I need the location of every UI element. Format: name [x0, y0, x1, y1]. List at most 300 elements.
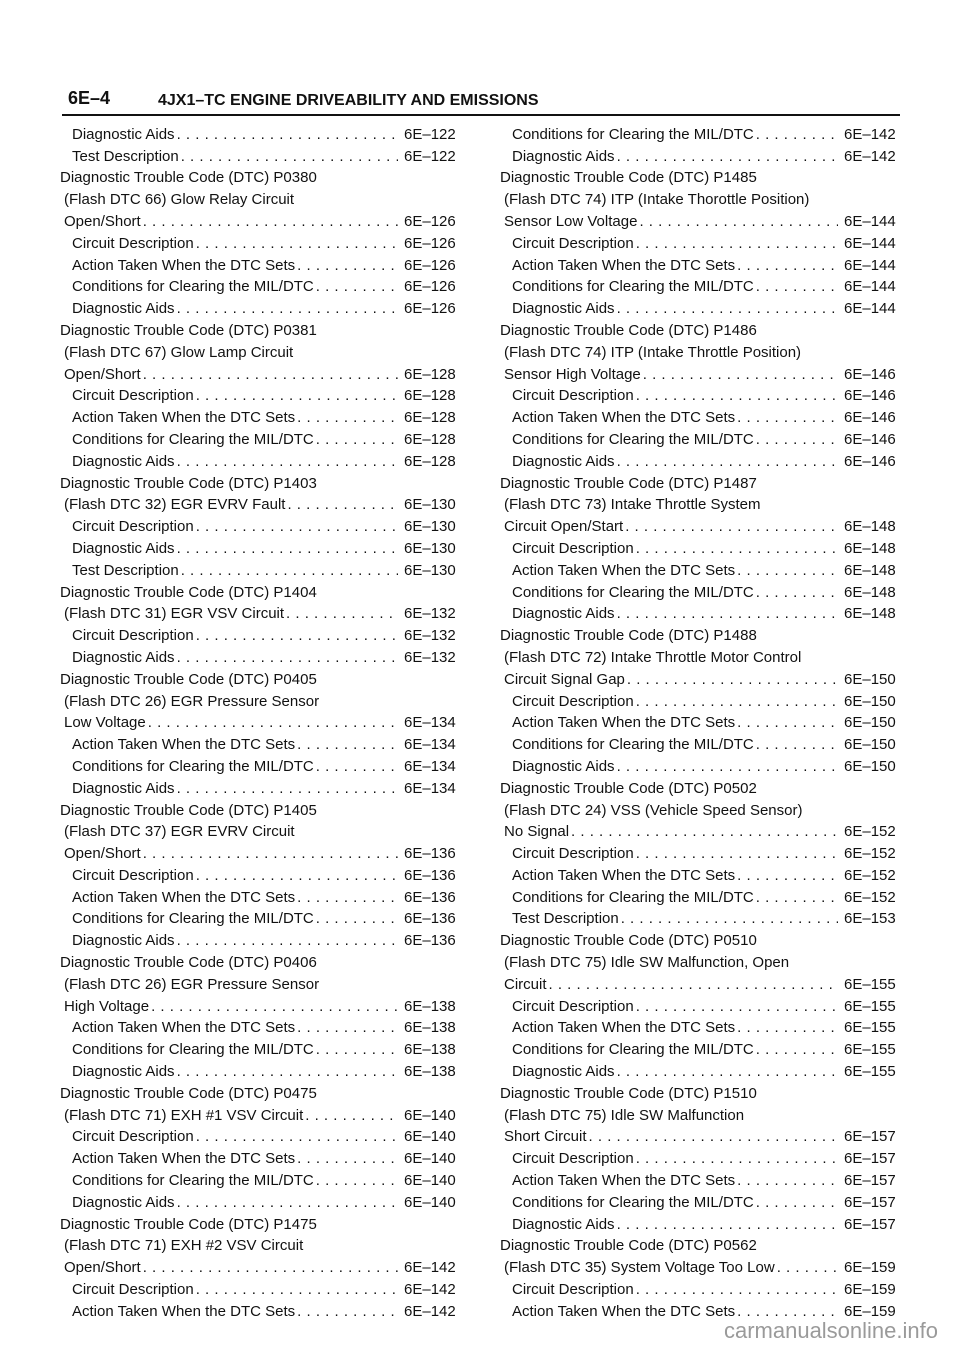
toc-entry [60, 1103, 462, 1125]
toc-entry [60, 667, 462, 689]
toc-entry-title: Circuit Description [512, 1281, 634, 1299]
toc-entry-title: Diagnostic Aids [512, 757, 615, 775]
toc-entry [60, 231, 462, 253]
toc-entry-title: Open/Short [64, 365, 141, 383]
toc-entry-title: (Flash DTC 37) EGR EVRV Circuit [64, 823, 295, 841]
toc-entry [60, 536, 462, 558]
toc-entry-title: Circuit Description [72, 627, 194, 645]
toc-entry [500, 776, 902, 798]
toc-entry-title: Circuit Description [72, 234, 194, 252]
toc-entry-title: Circuit Description [512, 387, 634, 405]
toc-entry-page: 6E–144 [844, 300, 896, 318]
toc-entry-title: (Flash DTC 74) ITP (Intake Thorottle Position) [504, 191, 810, 209]
toc-entry-title: Conditions for Clearing the MIL/DTC [72, 430, 314, 448]
toc-entry-page: 6E–134 [404, 779, 456, 797]
toc-entry-title: Circuit Description [72, 1281, 194, 1299]
toc-entry [60, 471, 462, 493]
dot-leader [756, 126, 838, 144]
toc-entry-page: 6E–140 [404, 1172, 456, 1190]
toc-entry [500, 384, 902, 406]
toc-entry [500, 1146, 902, 1168]
toc-entry-page: 6E–146 [844, 452, 896, 470]
dot-leader [177, 932, 398, 950]
dot-leader [777, 1259, 838, 1277]
toc-entry-page: 6E–144 [844, 278, 896, 296]
toc-entry [60, 1016, 462, 1038]
toc-entry-page: 6E–126 [404, 212, 456, 230]
dot-leader [148, 714, 398, 732]
toc-entry-page: 6E–150 [844, 692, 896, 710]
toc-entry-page: 6E–128 [404, 409, 456, 427]
toc-entry [500, 1168, 902, 1190]
toc-entry [500, 863, 902, 885]
toc-entry-title: Action Taken When the DTC Sets [72, 1150, 296, 1168]
toc-entry-title: Conditions for Clearing the MIL/DTC [512, 736, 754, 754]
toc-entry-title: Action Taken When the DTC Sets [512, 1172, 736, 1190]
toc-entry-title: Diagnostic Aids [512, 300, 615, 318]
dot-leader [617, 605, 838, 623]
dot-leader [737, 1019, 838, 1037]
toc-entry-page: 6E–142 [404, 1302, 456, 1320]
toc-entry-title: Diagnostic Trouble Code (DTC) P0502 [500, 779, 757, 797]
toc-entry-title: Action Taken When the DTC Sets [72, 256, 296, 274]
toc-entry-title: Circuit [504, 975, 547, 993]
toc-entry-page: 6E–148 [844, 605, 896, 623]
toc-entry-page: 6E–148 [844, 561, 896, 579]
toc-entry-page: 6E–126 [404, 300, 456, 318]
toc-entry [500, 645, 902, 667]
toc-entry-title: Conditions for Clearing the MIL/DTC [72, 1172, 314, 1190]
toc-entry [60, 384, 462, 406]
toc-entry-page: 6E–155 [844, 997, 896, 1015]
toc-entry-page: 6E–144 [844, 234, 896, 252]
toc-entry-title: Diagnostic Aids [72, 932, 175, 950]
toc-entry-page: 6E–148 [844, 518, 896, 536]
toc-entry-page: 6E–136 [404, 866, 456, 884]
toc-entry-title: (Flash DTC 24) VSS (Vehicle Speed Sensor) [504, 801, 803, 819]
toc-entry-title: (Flash DTC 67) Glow Lamp Circuit [64, 343, 294, 361]
toc-entry-page: 6E–138 [404, 1019, 456, 1037]
dot-leader [756, 1194, 838, 1212]
toc-entry [500, 362, 902, 384]
toc-entry [500, 754, 902, 776]
toc-entry-title: Sensor High Voltage [504, 365, 641, 383]
dot-leader [756, 584, 838, 602]
toc-entry-title: Diagnostic Aids [72, 452, 175, 470]
toc-entry-title: Low Voltage [64, 714, 146, 732]
dot-leader [196, 1281, 398, 1299]
toc-entry-title: (Flash DTC 26) EGR Pressure Sensor [64, 975, 320, 993]
dot-leader [297, 409, 398, 427]
toc-entry [500, 928, 902, 950]
dot-leader [636, 540, 838, 558]
toc-entry [60, 994, 462, 1016]
toc-entry-page: 6E–155 [844, 1063, 896, 1081]
toc-entry-title: Circuit Description [512, 692, 634, 710]
dot-leader [196, 387, 398, 405]
dot-leader [316, 1172, 398, 1190]
toc-entry [500, 623, 902, 645]
toc-entry-title: Diagnostic Trouble Code (DTC) P1485 [500, 169, 757, 187]
toc-entry [500, 1190, 902, 1212]
dot-leader [196, 627, 398, 645]
toc-entry-title: Sensor Low Voltage [504, 212, 638, 230]
toc-entry [500, 1037, 902, 1059]
toc-entry-page: 6E–152 [844, 866, 896, 884]
toc-entry [60, 907, 462, 929]
dot-leader [297, 1303, 398, 1321]
toc-entry-page: 6E–130 [404, 561, 456, 579]
toc-entry-title: Diagnostic Trouble Code (DTC) P1403 [60, 474, 317, 492]
toc-entry-page: 6E–138 [404, 1041, 456, 1059]
toc-entry-title: Diagnostic Trouble Code (DTC) P1486 [500, 321, 757, 339]
dot-leader [143, 366, 398, 384]
toc-entry [60, 493, 462, 515]
dot-leader [177, 540, 398, 558]
toc-entry-title: (Flash DTC 71) EXH #2 VSV Circuit [64, 1237, 304, 1255]
dot-leader [286, 605, 398, 623]
toc-entry-title: (Flash DTC 32) EGR EVRV Fault [64, 496, 286, 514]
toc-entry-page: 6E–157 [844, 1193, 896, 1211]
dot-leader [196, 235, 398, 253]
dot-leader [177, 126, 398, 144]
toc-entry-page: 6E–144 [844, 212, 896, 230]
toc-entry-title: Diagnostic Trouble Code (DTC) P0406 [60, 954, 317, 972]
dot-leader [297, 257, 398, 275]
toc-entry-page: 6E–159 [844, 1302, 896, 1320]
dot-leader [143, 1259, 398, 1277]
toc-entry-title: Conditions for Clearing the MIL/DTC [512, 888, 754, 906]
toc-entry [60, 1081, 462, 1103]
toc-entry-page: 6E–130 [404, 496, 456, 514]
toc-entry [60, 711, 462, 733]
toc-entry-page: 6E–159 [844, 1281, 896, 1299]
toc-entry [60, 1190, 462, 1212]
toc-entry [60, 820, 462, 842]
toc-entry [60, 950, 462, 972]
dot-leader [316, 431, 398, 449]
toc-entry-title: Conditions for Clearing the MIL/DTC [72, 278, 314, 296]
toc-entry-title: Diagnostic Aids [512, 1215, 615, 1233]
toc-entry-page: 6E–134 [404, 736, 456, 754]
toc-entry [60, 558, 462, 580]
toc-entry [500, 427, 902, 449]
dot-leader [177, 453, 398, 471]
toc-entry-page: 6E–132 [404, 648, 456, 666]
toc-entry-page: 6E–128 [404, 430, 456, 448]
dot-leader [636, 845, 838, 863]
toc-entry [60, 580, 462, 602]
dot-leader [181, 148, 398, 166]
dot-leader [316, 1041, 398, 1059]
toc-entry-title: Action Taken When the DTC Sets [512, 1302, 736, 1320]
toc-entry [60, 296, 462, 318]
toc-entry [500, 732, 902, 754]
toc-entry-title: Diagnostic Trouble Code (DTC) P1488 [500, 627, 757, 645]
toc-entry [500, 340, 902, 362]
toc-entry-title: High Voltage [64, 997, 150, 1015]
toc-entry [500, 972, 902, 994]
toc-entry-title: Action Taken When the DTC Sets [512, 1019, 736, 1037]
dot-leader [617, 758, 838, 776]
toc-entry-title: Conditions for Clearing the MIL/DTC [512, 583, 754, 601]
toc-entry [60, 798, 462, 820]
toc-entry-page: 6E–150 [844, 736, 896, 754]
toc-entry-page: 6E–157 [844, 1172, 896, 1190]
dot-leader [305, 1107, 398, 1125]
toc-entry [60, 623, 462, 645]
dot-leader [737, 409, 838, 427]
toc-entry-title: Test Description [72, 561, 179, 579]
dot-leader [177, 1194, 398, 1212]
dot-leader [549, 976, 838, 994]
toc-entry-title: Diagnostic Trouble Code (DTC) P1475 [60, 1215, 317, 1233]
toc-entry [500, 1277, 902, 1299]
toc-entry-title: (Flash DTC 75) Idle SW Malfunction, Open [504, 954, 790, 972]
dot-leader [639, 213, 838, 231]
toc-entry [60, 928, 462, 950]
toc-entry [500, 558, 902, 580]
toc-entry-title: Circuit Description [512, 1150, 634, 1168]
toc-entry [500, 689, 902, 711]
toc-entry-title: Diagnostic Trouble Code (DTC) P1404 [60, 583, 317, 601]
dot-leader [617, 1216, 838, 1234]
toc-entry-page: 6E–159 [844, 1259, 896, 1277]
dot-leader [636, 1281, 838, 1299]
toc-entry-page: 6E–134 [404, 757, 456, 775]
dot-leader [636, 235, 838, 253]
toc-entry [60, 885, 462, 907]
toc-entry [500, 1059, 902, 1081]
toc-entry-page: 6E–136 [404, 845, 456, 863]
page-number: 6E–4 [68, 88, 111, 108]
toc-entry [500, 1103, 902, 1125]
dot-leader [621, 910, 838, 928]
toc-entry-title: Action Taken When the DTC Sets [72, 1019, 296, 1037]
dot-leader [756, 889, 838, 907]
toc-entry-page: 6E–136 [404, 932, 456, 950]
toc-entry [500, 166, 902, 188]
toc-entry [60, 1299, 462, 1321]
toc-entry-title: Action Taken When the DTC Sets [512, 409, 736, 427]
dot-leader [196, 518, 398, 536]
toc-entry-page: 6E–132 [404, 605, 456, 623]
toc-entry-page: 6E–146 [844, 387, 896, 405]
toc-entry-title: Diagnostic Trouble Code (DTC) P0562 [500, 1237, 757, 1255]
dot-leader [617, 300, 838, 318]
toc-entry [500, 536, 902, 558]
toc-entry [500, 471, 902, 493]
toc-entry-title: Action Taken When the DTC Sets [72, 888, 296, 906]
toc-entry [60, 253, 462, 275]
toc-entry [500, 253, 902, 275]
toc-entry-page: 6E–155 [844, 1019, 896, 1037]
dot-leader [177, 780, 398, 798]
toc-entry [60, 275, 462, 297]
toc-entry [60, 1168, 462, 1190]
toc-entry [500, 1016, 902, 1038]
toc-entry [500, 1255, 902, 1277]
dot-leader [756, 736, 838, 754]
dot-leader [643, 366, 838, 384]
toc-entry [60, 514, 462, 536]
toc-entry [500, 667, 902, 689]
toc-entry-title: Conditions for Clearing the MIL/DTC [72, 1041, 314, 1059]
toc-entry-page: 6E–146 [844, 430, 896, 448]
toc-entry-page: 6E–142 [844, 125, 896, 143]
dot-leader [177, 300, 398, 318]
toc-entry-page: 6E–140 [404, 1150, 456, 1168]
toc-entry-title: Short Circuit [504, 1128, 587, 1146]
dot-leader [737, 257, 838, 275]
toc-entry-title: Diagnostic Aids [72, 539, 175, 557]
dot-leader [287, 496, 398, 514]
toc-entry-title: Action Taken When the DTC Sets [512, 866, 736, 884]
toc-entry [500, 885, 902, 907]
toc-entry-page: 6E–150 [844, 714, 896, 732]
toc-entry-title: Circuit Description [72, 1128, 194, 1146]
toc-entry [60, 144, 462, 166]
toc-entry-title: Circuit Description [72, 387, 194, 405]
toc-entry [60, 1146, 462, 1168]
toc-entry [500, 798, 902, 820]
toc-entry-page: 6E–155 [844, 975, 896, 993]
toc-entry-page: 6E–140 [404, 1128, 456, 1146]
toc-entry-page: 6E–148 [844, 539, 896, 557]
toc-entry-page: 6E–126 [404, 256, 456, 274]
toc-entry [60, 645, 462, 667]
toc-entry-page: 6E–128 [404, 365, 456, 383]
dot-leader [737, 714, 838, 732]
toc-entry [60, 1212, 462, 1234]
toc-entry-title: Diagnostic Trouble Code (DTC) P1510 [500, 1084, 757, 1102]
toc-entry [500, 841, 902, 863]
toc-entry-page: 6E–132 [404, 627, 456, 645]
dot-leader [627, 671, 838, 689]
toc-entry-title: (Flash DTC 26) EGR Pressure Sensor [64, 692, 320, 710]
page-title: 4JX1–TC ENGINE DRIVEABILITY AND EMISSIONS [158, 92, 539, 109]
toc-entry [500, 820, 902, 842]
dot-leader [297, 1150, 398, 1168]
toc-entry [60, 776, 462, 798]
toc-entry [500, 1212, 902, 1234]
toc-entry-title: Diagnostic Aids [72, 300, 175, 318]
dot-leader [316, 758, 398, 776]
toc-entry [500, 1081, 902, 1103]
toc-entry-title: Action Taken When the DTC Sets [512, 561, 736, 579]
toc-entry-title: Conditions for Clearing the MIL/DTC [72, 910, 314, 928]
toc-entry-page: 6E–134 [404, 714, 456, 732]
dot-leader [636, 998, 838, 1016]
toc-entry-title: (Flash DTC 66) Glow Relay Circuit [64, 191, 295, 209]
toc-entry-page: 6E–126 [404, 278, 456, 296]
dot-leader [617, 1063, 838, 1081]
toc-entry [500, 318, 902, 340]
toc-entry [500, 122, 902, 144]
toc-entry-title: Circuit Description [512, 539, 634, 557]
toc-entry [500, 275, 902, 297]
toc-entry-title: Circuit Open/Start [504, 518, 624, 536]
toc-entry-title: Conditions for Clearing the MIL/DTC [512, 1193, 754, 1211]
toc-entry-page: 6E–157 [844, 1128, 896, 1146]
dot-leader [756, 431, 838, 449]
dot-leader [617, 453, 838, 471]
toc-entry-page: 6E–146 [844, 409, 896, 427]
dot-leader [636, 387, 838, 405]
watermark: carmanualsonline.info [723, 1318, 938, 1343]
toc-entry-title: Open/Short [64, 212, 141, 230]
toc-entry [60, 427, 462, 449]
toc-entry-page: 6E–140 [404, 1106, 456, 1124]
dot-leader [196, 867, 398, 885]
toc-entry [60, 972, 462, 994]
toc-entry-page: 6E–152 [844, 845, 896, 863]
toc-entry-title: Circuit Description [512, 845, 634, 863]
toc-entry [500, 209, 902, 231]
header-rule [62, 114, 900, 116]
toc-entry-page: 6E–144 [844, 256, 896, 274]
toc-entry-title: (Flash DTC 75) Idle SW Malfunction [504, 1106, 745, 1124]
toc-entry-page: 6E–142 [844, 147, 896, 165]
toc-entry [60, 187, 462, 209]
dot-leader [143, 213, 398, 231]
toc-entry-page: 6E–142 [404, 1259, 456, 1277]
toc-entry [500, 296, 902, 318]
toc-entry-title: Action Taken When the DTC Sets [72, 736, 296, 754]
toc-entry [60, 405, 462, 427]
toc-entry-title: Diagnostic Trouble Code (DTC) P0381 [60, 321, 317, 339]
toc-entry-title: Diagnostic Aids [512, 452, 615, 470]
toc-entry-title: Circuit Description [72, 866, 194, 884]
dot-leader [143, 845, 398, 863]
toc-entry-title: (Flash DTC 35) System Voltage Too Low [504, 1259, 775, 1277]
toc-entry [500, 580, 902, 602]
toc-entry-title: Diagnostic Aids [72, 648, 175, 666]
toc-entry-page: 6E–130 [404, 539, 456, 557]
toc-entry [60, 1234, 462, 1256]
toc-column-left [60, 122, 462, 1321]
toc-entry [60, 362, 462, 384]
toc-entry-title: Diagnostic Trouble Code (DTC) P0475 [60, 1084, 317, 1102]
dot-leader [316, 278, 398, 296]
toc-entry [500, 907, 902, 929]
dot-leader [297, 736, 398, 754]
toc-entry-title: No Signal [504, 823, 570, 841]
toc-entry-title: (Flash DTC 73) Intake Throttle System [504, 496, 761, 514]
dot-leader [636, 693, 838, 711]
toc-entry [60, 754, 462, 776]
toc-entry [500, 405, 902, 427]
dot-leader [151, 998, 398, 1016]
toc-entry-page: 6E–128 [404, 387, 456, 405]
dot-leader [181, 562, 398, 580]
toc-entry [500, 493, 902, 515]
dot-leader [737, 867, 838, 885]
toc-entry [500, 602, 902, 624]
toc-entry-page: 6E–150 [844, 670, 896, 688]
toc-entry [60, 602, 462, 624]
toc-entry [60, 841, 462, 863]
dot-leader [177, 649, 398, 667]
toc-entry-page: 6E–153 [844, 910, 896, 928]
toc-entry-page: 6E–122 [404, 125, 456, 143]
toc-entry [500, 1234, 902, 1256]
toc-entry-page: 6E–146 [844, 365, 896, 383]
toc-entry-title: (Flash DTC 72) Intake Throttle Motor Control [504, 648, 802, 666]
toc-entry-page: 6E–130 [404, 518, 456, 536]
toc-entry [60, 1277, 462, 1299]
toc-entry [60, 166, 462, 188]
